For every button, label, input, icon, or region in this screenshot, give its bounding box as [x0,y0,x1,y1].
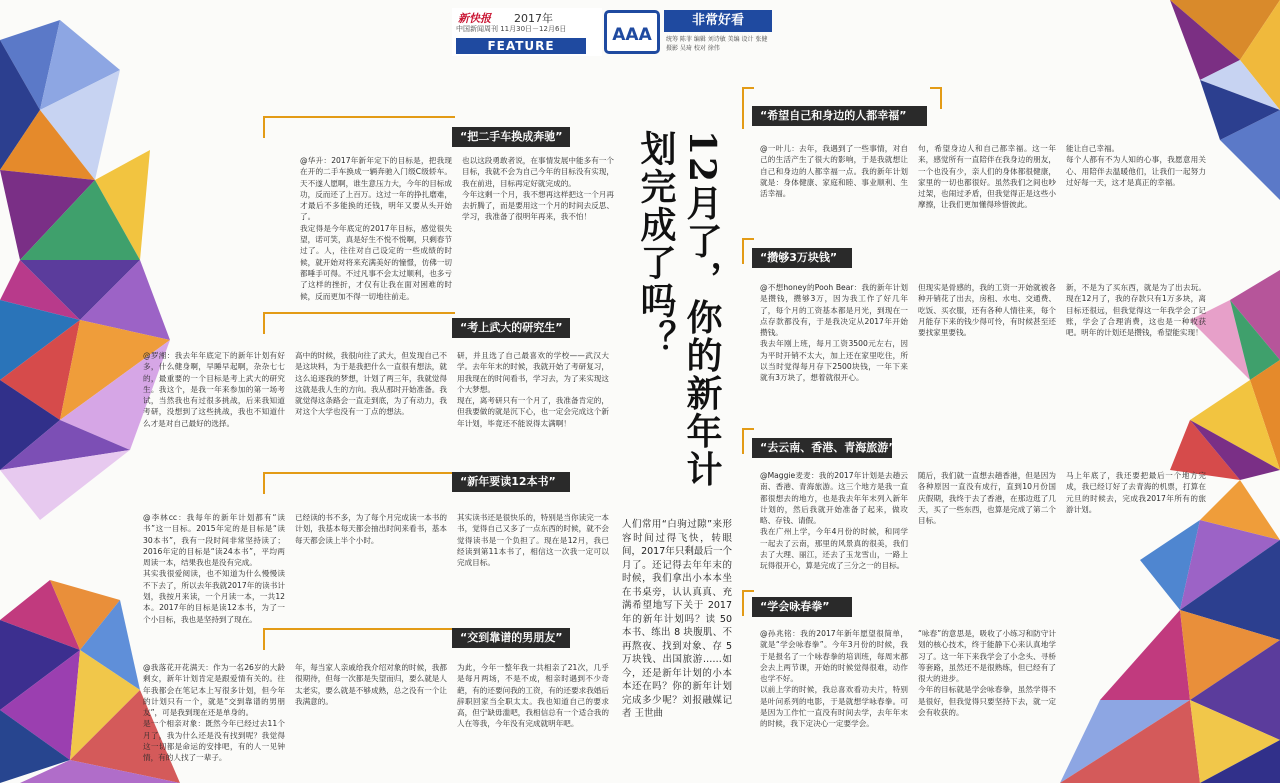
article-paragraph: @一叶儿：去年，我遇到了一些事情，对自己的生活产生了很大的影响，于是我就想让自己和身边的人都幸福一点。我的新年计划就是：身体健康、家庭和睦、事业顺利、生活幸福。 [760,144,908,199]
article-paragraph: 年，每当家人亲戚给我介绍对象的时候，我都很期待，但每一次都是失望而归，要么就是人太老实，要么就是不够成熟，总之没有一个让我满意的。 [295,663,447,706]
section-bracket [263,628,455,650]
article-paragraph: @孙兆铭：我的2017年新年愿望很简单，就是“学会咏春拳”。今年3月份的时候，我于是报名了一个咏春拳的培训班，每周末都会去上两节课，开始的时候觉得很难，动作也学不好。 [760,629,908,684]
section-title: “去云南、香港、青海旅游” [752,438,892,458]
article-paragraph: 我去年刚上班，每月工资3500元左右，因为平时开销不太大，加上还在家里吃住，所以当时觉得每月存下2500块钱，一年下来就有3万块了，想着就很开心。 [760,339,908,383]
section-bracket [263,116,455,138]
article-paragraph: 以前上学的时候，我总喜欢看功夫片，特别是叶问系列的电影，于是就想学咏春拳。可是因为工作忙一直没有时间去学，去年年末的时候，我下定决心一定要学会。 [760,685,908,729]
section-title: “交到靠谱的男朋友” [452,628,570,648]
article-column [143,350,285,440]
article-paragraph: 已经读的书不多，为了每个月完成读一本书的计划，我基本每天都会抽出时间来看书，基本每天都会读上半个小时。 [295,513,447,545]
article-column [143,662,285,777]
article-column [760,143,908,223]
article-column [918,628,1056,758]
article-paragraph: 也以这段勇敢者说，在事情发展中能多有一个目标，我就不会为自己今年的目标没有实现，我在前进，目标再定好就完成的。 [462,156,614,188]
article-column [457,350,609,440]
intro-paragraph: 人们常用“白驹过隙”来形容时间过得飞快，转眼间，2017年只剩最后一个月了。还记得去年年末的时候，我们拿出小本本坐在书桌旁，认认真真、充满希望地写下关于 2017 年的新年计划吗？读 50 本书、练出 8 块腹肌、不再熬夜、找到对象、存 5 万块钱、出国旅游……如今，还是新年计划的小本本还在吗？你的新年计划完成多少呢？刘报融媒记者 王世曲 [622,519,732,719]
article-paragraph: 句，希望身边人和自己都幸福。这一年来，感觉所有一直陪伴在我身边的朋友，一个也没有少，亲人们的身体都很健康，家里的一切也都很好。虽然我们之间也吵过架，也闹过矛盾，但我觉得正是这些小摩擦，让我们更加懂得珍惜彼此。 [918,144,1056,210]
page-headline: 12月了，你的新年计划完成了吗？ [635,130,723,489]
article-paragraph: 其实读书还是很快乐的，特别是当你读完一本书，觉得自己又多了一点东西的时候，就不会觉得读书是一个负担了。现在是12月，我已经读到第11本书了，相信这一次我一定可以完成目标。 [457,513,609,568]
article-column [295,512,447,602]
section-bracket [263,472,455,494]
article-column [760,628,908,758]
masthead-feature-label: FEATURE [456,38,586,54]
article-paragraph: @我落花开花满天：作为一名26岁的大龄剩女，新年计划肯定是跟爱情有关的。往年我都会在笔记本上写很多计划，但今年的计划只有一个，就是“交到靠谱的男朋友”，可是我到现在还是单身的。 [143,663,285,718]
article-paragraph: 马上年底了，我还要把最后一个地方完成，我已经订好了去青海的机票，打算在元旦的时候去，完成我2017年所有的旅游计划。 [1066,471,1206,514]
article-paragraph: 随后，我们就一直想去趟香港，但是因为各种原因一直没有成行，直到10月份国庆假期，我终于去了香港，在那边逛了几天，买了一些东西，也算是完成了第二个目标。 [918,471,1056,526]
article-paragraph: 能让自己幸福。 [1066,144,1120,153]
section-title: “新年要读12本书” [452,472,570,492]
article-paragraph: 我定得是今年底定的2017年目标，感觉很失望，诺可笑，真是好生不悦不悦啊，只剩春节过了。人，往往对自己设定的一些成绩的时候，就开始对将来充满美好的憧憬，仿佛一切都唾手可得。不过凡事不会太过顺利，也多亏了这样的挫折，才仅有让我在面对困难的时候，反而更加不得一切地往前走。 [300,223,452,301]
article-paragraph: @李林cc：我每年的新年计划都有“读书”这一目标。2015年定的是目标是“读30本书”，我有一段时间非常坚持读了；2016年定的目标是“读24本书”，平均两周读一本，结果我也是没有完成。 [143,513,285,568]
masthead-aaa-logo: AAA [604,10,660,54]
article-paragraph: 今年的目标就是学会咏春拳，虽然学得不是很好，但我觉得只要坚持下去，就一定会有收获的。 [918,685,1056,718]
article-column [143,512,285,624]
section-title: “希望自己和身边的人都幸福” [752,106,927,126]
masthead [452,8,774,56]
article-column [760,282,908,383]
article-paragraph: 今年这剩一个月，我不想再这样把这一个月再去折腾了，而是要用这一个月的时间去反思、学习，我准备了很明年再来，我不怕！ [462,189,614,222]
article-paragraph: 我在广州上学，今年4月份的时候，和同学一起去了云南，那里的风景真的很美，我们去了大理、丽江，还去了玉龙雪山，一路上玩得很开心，算是完成了三分之一的目标。 [760,527,908,571]
article-column [295,662,447,777]
article-paragraph: “咏春”的意思是，吸收了小练习和防守计划的核心技术，终于能静下心来认真地学习了。这一年下来我学会了小念头、寻桥等套路，虽然还不是很熟练，但已经有了很大的进步。 [918,629,1056,684]
masthead-column-name: 非常好看 [664,10,772,32]
article-paragraph: 每个人都有不为人知的心事，我愿意用关心、用陪伴去温暖他们，让我们一起努力过好每一天，这才是真正的幸福。 [1066,155,1206,187]
masthead-date: 中国新闻周刊 11月30日－12月6日 [456,25,567,33]
masthead-brand: 新快报 [458,12,491,25]
article-column [918,470,1056,570]
section-title: “把二手车换成奔驰” [452,127,570,147]
article-column [760,470,908,570]
section-title: “攒够3万块钱” [752,248,852,268]
article-column [300,155,452,301]
article-paragraph: 高中的时候，我很向往了武大，但发现自己不是这块料，为于是我把什么一直很有想法，就这么追逐我的梦想，计划了两三年，我就觉得这就是我人生的方向。我从那时开始准备。我就觉得这条路会一直走到底，为了有动力，我对这个大学也没有一丁点的想法。 [295,351,447,417]
article-paragraph: @罗湘：我去年年底定下的新年计划有好多，什么健身啊，早睡早起啊，杂杂七七的，最重要的一个目标是考上武大的研究生。我这个，是我一年来参加的第一场考试，当然我也有过很多挑战，后来我知道考研，没想到了这些挑战，我也不知道什么才是对自己最好的选择。 [143,351,285,428]
article-column [918,143,1056,223]
decorative-polygon-art-right [1040,0,1280,783]
article-paragraph: 现在，离考研只有一个月了，我准备肯定的，但我要做的就是沉下心，也一定会完成这个新年计划，毕竟还不能说得太满啊！ [457,396,609,428]
section-title: “学会咏春拳” [752,597,852,617]
article-paragraph: 是一个相亲对象：既然今年已经过去11个月了，我为什么还是没有找到呢？我觉得这一切都是命运的安排吧，有的人一见钟情，有的人找了一辈子。 [143,719,285,763]
article-paragraph: 新，不是为了买东西，就是为了出去玩。现在12月了，我的存款只有1万多块，离目标还很远，但我觉得这一年我学会了记账，学会了合理消费，这也是一种收获吧。明年的计划还是攒钱，希望能实现！ [1066,283,1206,338]
article-paragraph: 其实我很爱阅读，也不知道为什么慢慢读不下去了，所以去年我就2017年的读书计划，我按月来读，一个月读一本，一共12本。2017年的目标是读12本书，为了一个小目标，我也是坚持到了现在。 [143,569,285,624]
article-paragraph: @Maggie麦麦：我的2017年计划是去趟云南、香港、青海旅游。这三个地方是我一直都很想去的地方，也是我去年年末列入新年计划的，然后我就开始准备了起来，做攻略、存钱、请假。 [760,471,908,526]
section-bracket [930,87,942,109]
article-column [462,155,614,290]
article-column [1066,470,1206,570]
section-bracket [263,312,455,334]
article-paragraph: 为此，今年一整年我一共相亲了21次，几乎是每月两场，不是不成，相亲时遇到不少奇葩，有的还要问我的工资，有的还要求我婚后辞职回家当全职太太。我也知道自己的要求高，但宁缺毋滥吧，我相信总有一个适合我的人在等我，今年没有完成就明年吧。 [457,663,609,729]
masthead-credits: 统筹 陈菲 编辑 刘诗敏 美编 设计 张健 摄影 吴琦 校对 徐伟 [666,36,768,52]
masthead-left-block [452,8,602,56]
article-column [1066,143,1206,223]
article-column [457,662,609,777]
section-title: “考上武大的研究生” [452,318,570,338]
article-column [1066,282,1206,372]
article-column [918,282,1056,372]
article-column [457,512,609,602]
article-paragraph: 研，并且选了自己最喜欢的学校——武汉大学。去年年末的时候，我就开始了考研复习，用我现在的时间看书，学习去，为了来实现这个大梦想。 [457,351,609,394]
masthead-right-block [664,8,774,56]
article-paragraph: @不想honey的Pooh Bear：我的新年计划是攒钱，攒够3万，因为我工作了好几年了，每个月的工资基本都是月光，到现在一点存款都没有，于是我决定从2017年开始攒钱。 [760,283,908,338]
article-paragraph: @华升：2017年新年定下的目标是，把我现在开的二手车换成一辆奔驰入门级C级轿车。天不遂人愿啊，谁生意压力大，今年的目标成功，反而还了上百万。这过一年的挣扎磨难，才最后不多能换的还钱，明年又要从头开始了。 [300,156,452,222]
masthead-year: 2017年 [514,12,553,25]
article-paragraph: 但现实是骨感的，我的工资一开始就被各种开销花了出去，房租、水电、交通费、吃饭、买衣服，还有各种人情往来，每个月能存下来的钱少得可怜，有时候甚至还要找家里要钱。 [918,283,1056,338]
article-column [295,350,447,440]
